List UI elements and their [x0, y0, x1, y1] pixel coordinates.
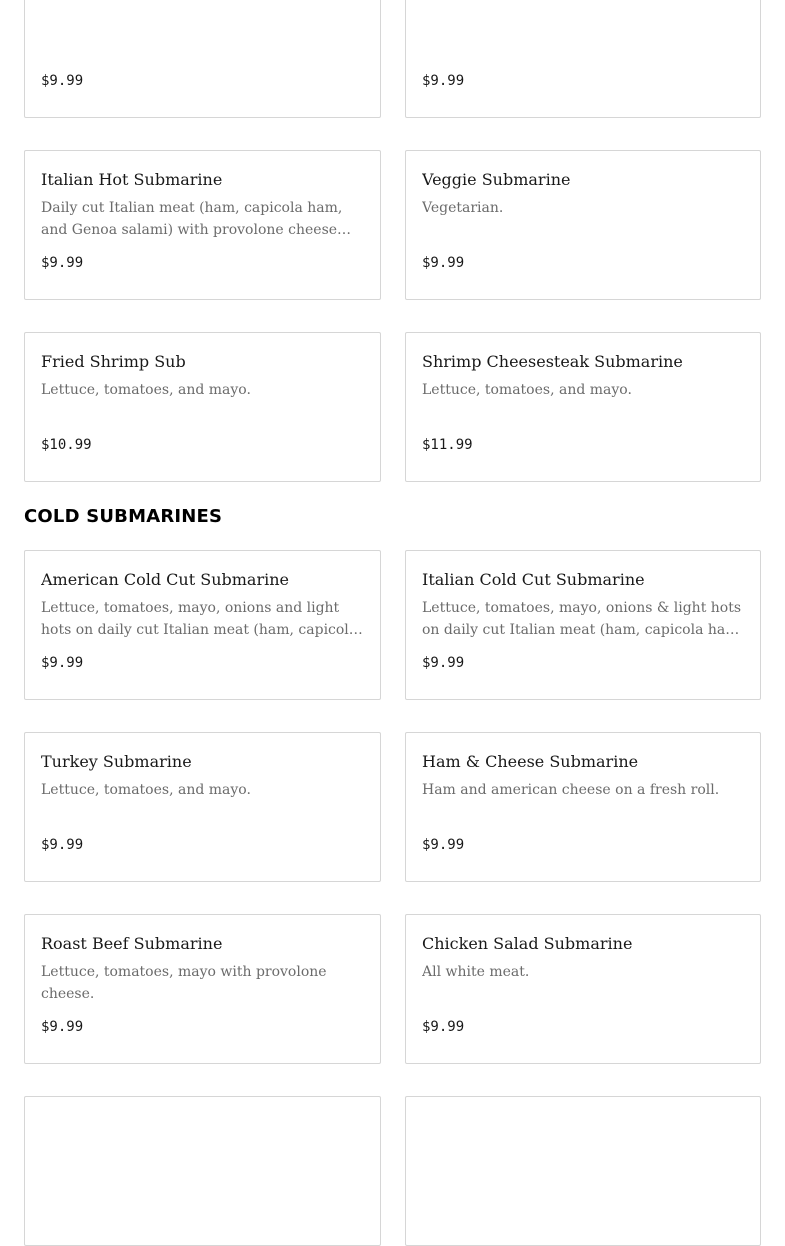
section-title: COLD SUBMARINES: [24, 506, 223, 527]
menu-item-card[interactable]: [405, 332, 761, 482]
menu-item-description: Vegetarian.: [422, 200, 504, 216]
menu-item-card[interactable]: [405, 1096, 761, 1246]
menu-item-card[interactable]: [405, 550, 761, 700]
menu-item-name: Turkey Submarine: [41, 752, 192, 771]
menu-item-description: Lettuce, tomatoes, mayo, onions and light hots on daily cut Italian meat (ham, capicola: [41, 600, 358, 638]
menu-item-price: $9.99: [41, 1019, 84, 1035]
menu-item-card[interactable]: [405, 0, 761, 118]
menu-item-card[interactable]: [405, 732, 761, 882]
menu-item-price: $9.99: [41, 255, 84, 271]
menu-item-price: $9.99: [422, 837, 465, 853]
menu-item-name: Ham & Cheese Submarine: [422, 752, 639, 771]
menu-item-price: $11.99: [422, 437, 473, 453]
menu-item-price: $9.99: [422, 1019, 465, 1035]
menu-item-description: Lettuce, tomatoes, mayo with provolone cheese.: [41, 964, 327, 1002]
menu-item-name: Roast Beef Submarine: [41, 934, 223, 953]
hot-submarines-grid: [24, 0, 761, 482]
menu-item-card[interactable]: [24, 0, 381, 118]
menu-item-description: Lettuce, tomatoes, and mayo.: [422, 382, 632, 398]
menu-item-card[interactable]: [24, 914, 381, 1064]
section-spacer: [0, 482, 785, 501]
menu-item-card[interactable]: [24, 150, 381, 300]
menu-item-name: Shrimp Cheesesteak Submarine: [422, 352, 683, 371]
menu-item-price: $9.99: [422, 255, 465, 271]
menu-item-name: Chicken Salad Submarine: [422, 934, 633, 953]
menu-item-price: $9.99: [41, 837, 84, 853]
menu-item-description: Lettuce, tomatoes, and mayo.: [41, 782, 251, 798]
cold-submarines-grid: [24, 550, 761, 1246]
menu-item-card[interactable]: [24, 732, 381, 882]
menu-item-description: Ham and american cheese on a fresh roll.: [422, 782, 720, 798]
menu-item-card[interactable]: [24, 332, 381, 482]
menu-item-price: $9.99: [41, 655, 84, 671]
cold-submarines-section: [0, 501, 785, 1246]
menu-item-card[interactable]: [24, 1096, 381, 1246]
menu-item-price: $9.99: [422, 73, 465, 89]
menu-item-description: Daily cut Italian meat (ham, capicola ham, and Genoa salami) with provolone cheese: [41, 200, 343, 238]
menu-item-name: Italian Cold Cut Submarine: [422, 570, 645, 589]
menu-item-card[interactable]: [24, 550, 381, 700]
menu-item-name: Italian Hot Submarine: [41, 170, 223, 189]
menu-item-price: $10.99: [41, 437, 92, 453]
menu-item-name: Veggie Submarine: [422, 170, 571, 189]
menu-item-card[interactable]: [405, 914, 761, 1064]
menu-item-name: Fried Shrimp Sub: [41, 352, 186, 371]
menu-item-description: Lettuce, tomatoes, mayo, onions & light hots on daily cut Italian meat (ham, capicola ham,: [422, 600, 743, 638]
menu-item-name: American Cold Cut Submarine: [41, 570, 289, 589]
menu-item-price: $9.99: [41, 73, 84, 89]
menu-item-description: All white meat.: [422, 964, 530, 980]
hot-submarines-section: [0, 0, 785, 482]
menu-item-card[interactable]: [405, 150, 761, 300]
menu-item-price: $9.99: [422, 655, 465, 671]
menu-item-description: Lettuce, tomatoes, and mayo.: [41, 382, 251, 398]
